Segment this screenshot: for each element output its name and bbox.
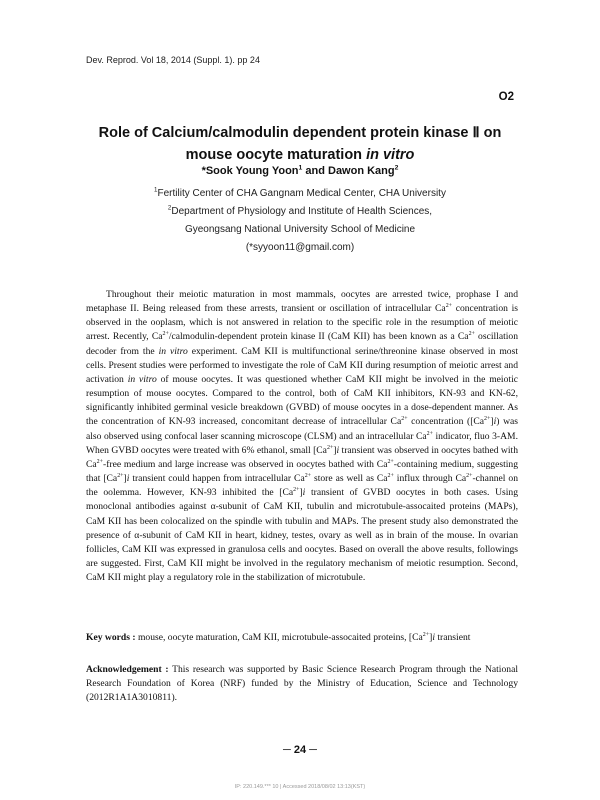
page-number: ─ 24 ─ (283, 744, 317, 756)
ca-sup: 2+ (466, 472, 473, 479)
keywords-text-2: ] (429, 632, 433, 643)
affiliation-2a (86, 203, 514, 221)
abs-text: -containing medium, suggesting that [Ca (86, 458, 518, 485)
affiliation-2-sup: 2 (167, 204, 172, 212)
affiliation-1-text: Fertility Center of CHA Gangnam Medical Center, CHA University (157, 188, 446, 199)
author-1-sup: 1 (298, 164, 303, 172)
title-line-1: Role of Calcium/calmodulin dependent protein kinase Ⅱ on (98, 125, 502, 141)
abs-text: store as well as Ca (311, 473, 388, 485)
ca-sup: 2+ (96, 458, 103, 465)
acknowledgement (86, 663, 518, 705)
abs-text: -channel on the oolemma. However, KN-93 inhibited the [Ca (86, 473, 518, 499)
affiliation-2a-text: Department of Physiology and Institute of Health Sciences, (171, 206, 433, 217)
abs-text: ] (123, 473, 127, 485)
abs-text: ] (299, 487, 303, 499)
title-line-2 (86, 144, 514, 166)
abs-italic: in vitro (127, 373, 157, 385)
title-italic: in vitro (366, 147, 415, 163)
keywords-label: Key words : (86, 632, 136, 643)
ca-sup: 2+ (387, 458, 394, 465)
abs-italic: i (126, 473, 130, 485)
ca-sup: 2+ (445, 302, 453, 309)
abs-text: concentration ([Ca (407, 416, 485, 428)
ca-sup: 2+ (162, 331, 169, 338)
abs-text: ] (490, 416, 494, 428)
abs-text: /calmodulin-dependent protein kinase II (CaM KII) has been known as a Ca (168, 331, 469, 343)
ca-sup: 2+ (426, 430, 433, 437)
abs-text: Throughout their meiotic maturation in most mammals, oocytes are arrested twice, prophase I and metaphase II. Being released from these arrests, transient or oscillation of intracellular Ca (86, 289, 518, 315)
abs-text: indicator, fluo 3-AM. When GVBD oocytes were treated with 6% ethanol, small [Ca (86, 430, 518, 456)
paper-title (86, 122, 514, 166)
ca-sup: 2+ (293, 487, 300, 493)
abs-italic: in vitro (158, 345, 188, 357)
abs-text: transient could happen from intracellular Ca (129, 473, 305, 485)
ca-sup: 2+ (117, 472, 124, 479)
affiliations (86, 185, 514, 257)
keywords-italic: i (432, 632, 435, 643)
abs-italic: i (336, 444, 340, 456)
abs-italic: i (493, 416, 497, 428)
abstract-body (86, 288, 518, 585)
affiliation-2b: Gyeongsang National University School of Medicine (184, 224, 416, 235)
abs-text: oscillation decoder from the (86, 331, 519, 357)
abs-text: experiment. CaM KII is multifunctional serine/threonine kinase observed in most cells. Present studies were performed to investigate the role of CaM KII during resumption of meiotic arrest and activation (86, 345, 518, 385)
author-2-sup: 2 (394, 164, 399, 172)
corresponding-email: (*syyoon11@gmail.com) (245, 242, 355, 253)
author-1: *Sook Young Yoon (201, 165, 299, 177)
ca-sup: 2+ (326, 444, 334, 451)
ca-sup: 2+ (401, 416, 408, 423)
abs-italic: i (302, 487, 306, 499)
ca-sup: 2+ (304, 472, 312, 479)
abs-text: influx through Ca (393, 473, 467, 485)
abs-text: transient was observed in oocytes bathed with Ca (86, 444, 518, 470)
title-line-2-text: mouse oocyte maturation (185, 147, 367, 163)
abs-text: ] (333, 444, 337, 456)
abstract-code: O2 (498, 91, 514, 103)
ca-sup: 2+ (387, 472, 394, 479)
abs-text: concentration is observed in the ooplasm, which is not answered in relation to the specific role in the resumption of meiotic arrest. Recently, Ca (86, 303, 519, 343)
keywords-text-3: transient (434, 632, 471, 643)
ca-sup: 2+ (484, 416, 491, 423)
keywords-sup: 2+ (422, 631, 430, 638)
journal-citation: Dev. Reprod. Vol 18, 2014 (Suppl. 1). pp 24 (86, 55, 260, 65)
access-footer: IP: 220.149.*** 10 | Accessed 2018/08/02 13:13(KST) (234, 784, 366, 790)
author-list (86, 165, 514, 177)
abs-text: of mouse oocytes. It was questioned whether CaM KII might be involved in the meiotic resumption of mouse oocytes. Compared to the control, both of CaM KII inhibitors, KN-93 and KN-62, significantly inhibited germinal vesicle breakdown (GVBD) of mouse oocytes in a dose-dependent manner. As the concentration of KN-93 increased, concomitant decrease of intracellular Ca (86, 373, 518, 428)
author-2: Dawon Kang (328, 165, 395, 177)
ca-sup: 2+ (468, 331, 475, 338)
affiliation-1 (86, 185, 514, 203)
affiliation-1-sup: 1 (154, 186, 158, 194)
abs-text: transient of GVBD oocytes in both cases. Using monoclonal antibodies against α-subunit of CaM KII, tubulin and microtubule-assocaited proteins (MAPs), CaM KII has been colocalized on the spindle with tubulin and MAPs. The present study also demonstrated the presence of α-subunit of CaM KII in heart, kidney, testes, ovary as well as in brain of the mouse. In ovarian follicles, CaM KII was expressed in granulosa cells and oocytes. Based on overall the above results, followings are suggested. First, CaM KII might be involved in the regulatory mechanism of meiotic resumption. Second, CaM KII might play a regulatory role in the stabilization of microtubule. (86, 487, 518, 584)
acknowledgement-text: This research was supported by Basic Science Research Program through the National Research Foundation of Korea (NRF) funded by the Ministry of Education, Science and Technology (2012R1A1A3010811). (86, 664, 518, 704)
keywords-line (86, 631, 518, 645)
keywords-text: mouse, oocyte maturation, CaM KII, microtubule-assocaited proteins, [Ca (135, 632, 423, 643)
abs-text: ) was also observed using confocal laser scanning microscope (CLSM) and an intracellular Ca (86, 416, 518, 442)
abs-text: -free medium and large increase was observed in oocytes bathed with Ca (103, 458, 388, 470)
author-conj: and (302, 165, 328, 177)
acknowledgement-label: Acknowledgement : (86, 664, 169, 675)
